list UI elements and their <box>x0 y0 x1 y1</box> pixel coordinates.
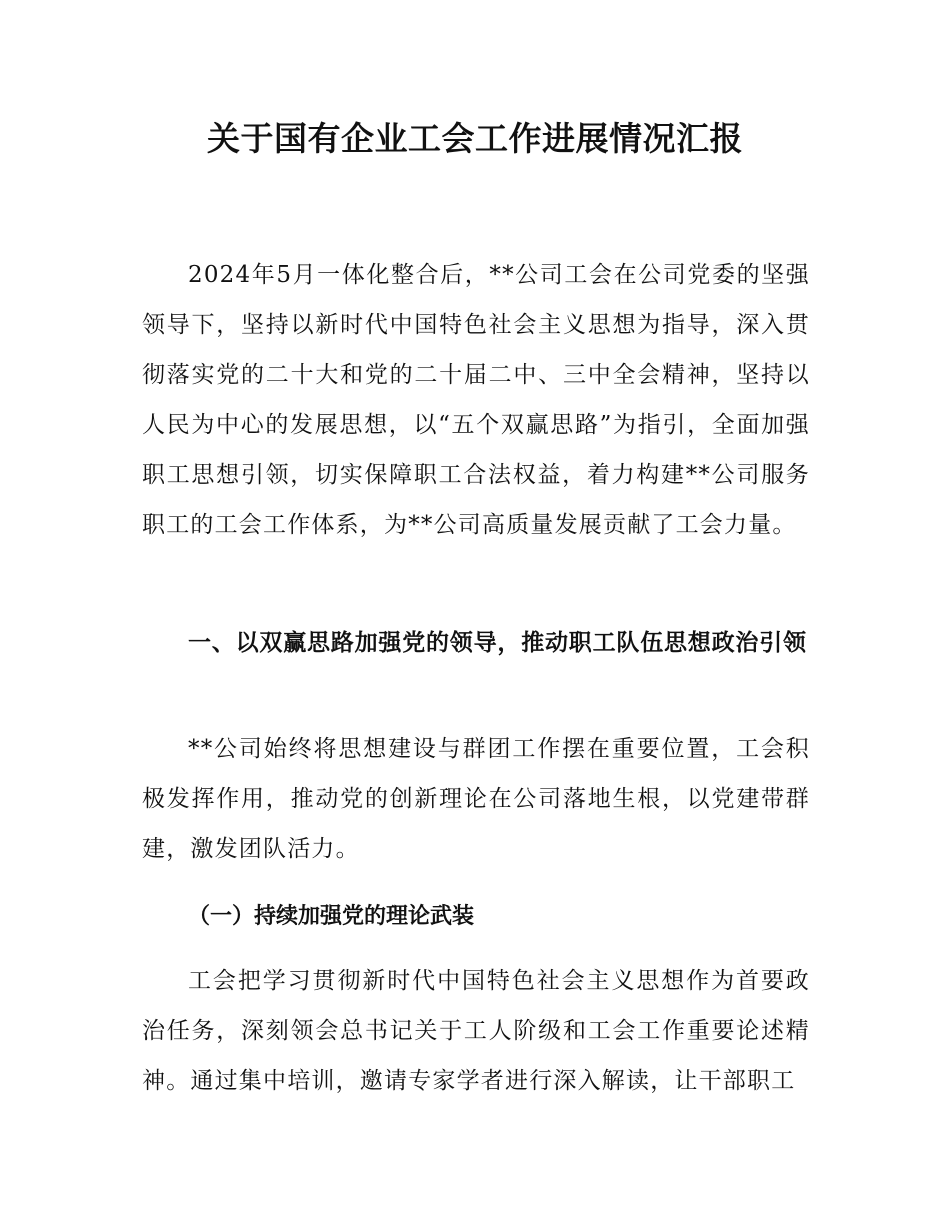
document-title: 关于国有企业工会工作进展情况汇报 <box>207 119 743 158</box>
intro-paragraph: 2024年5月一体化整合后，**公司工会在公司党委的坚强领导下，坚持以新时代中国特色社会主义思想为指导，深入贯彻落实党的二十大和党的二十届二中、三中全会精神，坚持以人民为中心的发展思想，以“五个双赢思路”为指引，全面加强职工思想引领，切实保障职工合法权益，着力构建**公司服务职工的工会工作体系，为**公司高质量发展贡献了工会力量。 <box>142 262 810 538</box>
subsection-1-paragraph: 工会把学习贯彻新时代中国特色社会主义思想作为首要政治任务，深刻领会总书记关于工人阶级和工会工作重要论述精神。通过集中培训，邀请专家学者进行深入解读，让干部职工 <box>142 968 810 1094</box>
section-1-paragraph: **公司始终将思想建设与群团工作摆在重要位置，工会积极发挥作用，推动党的创新理论在公司落地生根，以党建带群建，激发团队活力。 <box>142 736 810 862</box>
section-heading-1: 一、以双赢思路加强党的领导，推动职工队伍思想政治引领 <box>188 630 807 656</box>
subsection-heading-1: （一）持续加强党的理论武装 <box>188 904 475 929</box>
